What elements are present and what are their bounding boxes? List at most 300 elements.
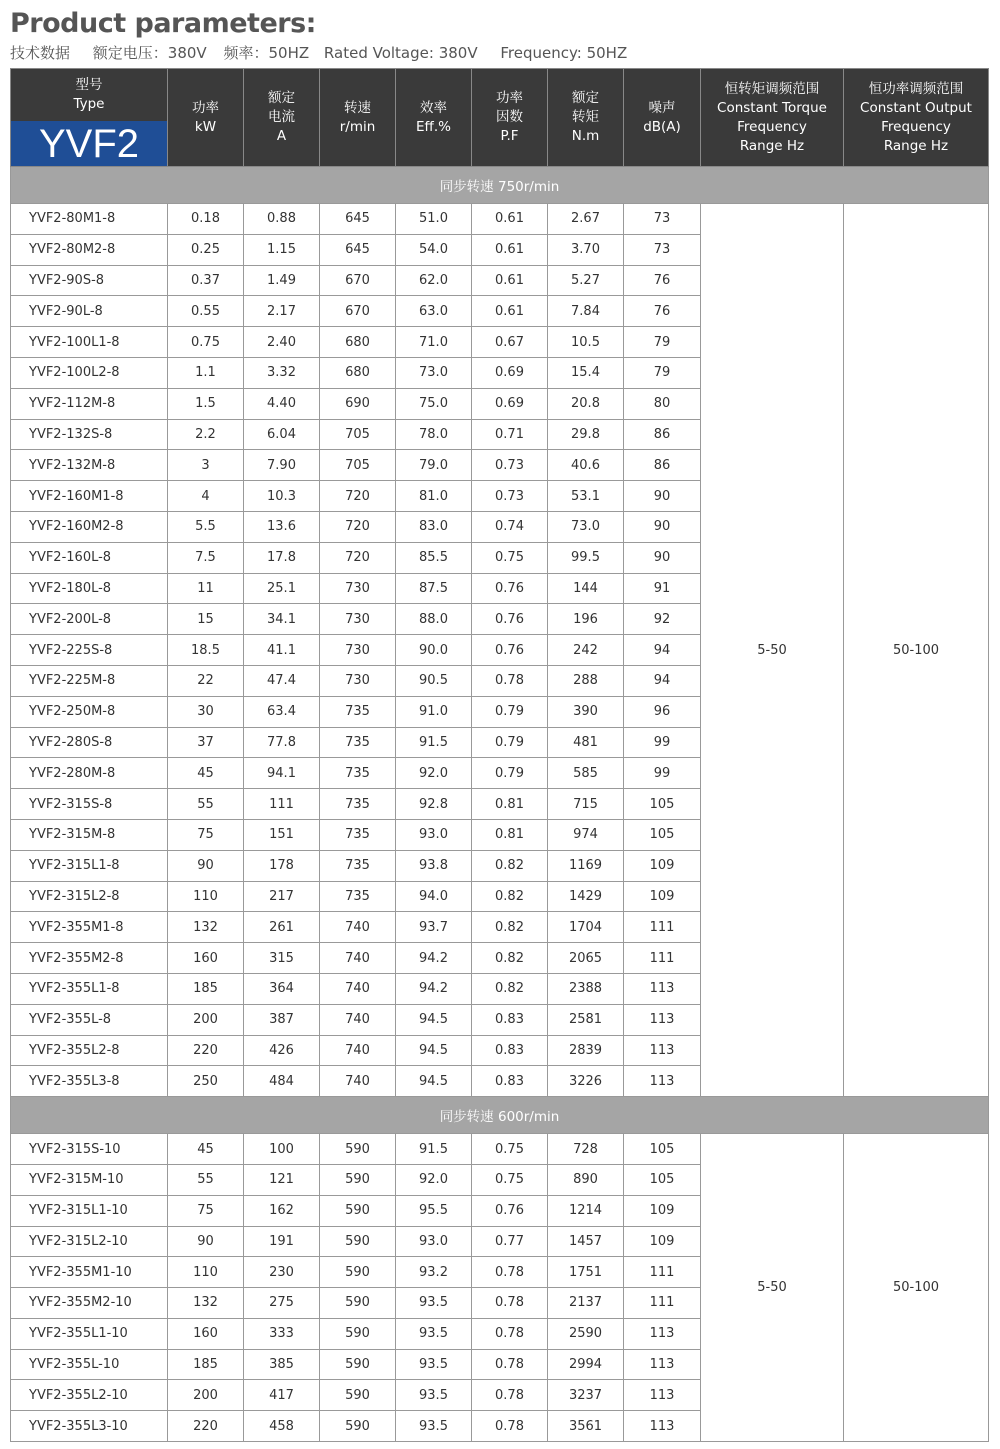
- cell-power-factor: 0.61: [472, 296, 548, 327]
- cell-speed: 590: [320, 1380, 396, 1411]
- cell-power: 110: [168, 1257, 244, 1288]
- header-current-cn1: 额定: [268, 90, 295, 106]
- table-header-row: [11, 69, 989, 167]
- header-pf-cn2: 因数: [496, 109, 523, 125]
- cell-noise: 99: [624, 727, 701, 758]
- cell-efficiency: 94.5: [396, 1066, 472, 1097]
- cell-current: 94.1: [244, 758, 320, 789]
- cell-power: 132: [168, 1288, 244, 1319]
- cell-efficiency: 90.5: [396, 665, 472, 696]
- cell-current: 111: [244, 789, 320, 820]
- cell-model: YVF2-132M-8: [11, 450, 168, 481]
- cell-power: 132: [168, 912, 244, 943]
- cell-power: 110: [168, 881, 244, 912]
- cell-noise: 86: [624, 419, 701, 450]
- cell-noise: 99: [624, 758, 701, 789]
- header-type-en: Type: [73, 96, 105, 112]
- cell-speed: 590: [320, 1349, 396, 1380]
- cell-speed: 740: [320, 1035, 396, 1066]
- cell-efficiency: 62.0: [396, 265, 472, 296]
- cell-model: YVF2-355L1-8: [11, 973, 168, 1004]
- header-torque-range-cn: 恒转矩调频范围: [724, 80, 820, 97]
- cell-speed: 590: [320, 1411, 396, 1442]
- cell-current: 315: [244, 943, 320, 974]
- cell-current: 2.17: [244, 296, 320, 327]
- cell-power-factor: 0.67: [472, 327, 548, 358]
- cell-efficiency: 93.5: [396, 1288, 472, 1319]
- section-header-row: [11, 1097, 989, 1134]
- cell-speed: 705: [320, 450, 396, 481]
- cell-noise: 90: [624, 511, 701, 542]
- header-torque: [548, 69, 624, 167]
- subtitle-tech: 技术数据: [10, 44, 71, 62]
- cell-power: 1.1: [168, 357, 244, 388]
- cell-speed: 645: [320, 234, 396, 265]
- cell-speed: 680: [320, 357, 396, 388]
- cell-efficiency: 91.5: [396, 1134, 472, 1165]
- cell-current: 7.90: [244, 450, 320, 481]
- cell-power-factor: 0.82: [472, 850, 548, 881]
- section-label: 同步转速 600r/min: [11, 1097, 989, 1134]
- cell-current: 13.6: [244, 511, 320, 542]
- cell-noise: 111: [624, 943, 701, 974]
- cell-power: 220: [168, 1035, 244, 1066]
- cell-power-factor: 0.78: [472, 1380, 548, 1411]
- cell-power-factor: 0.73: [472, 481, 548, 512]
- cell-power-factor: 0.82: [472, 943, 548, 974]
- cell-torque: 5.27: [548, 265, 624, 296]
- subtitle-voltage-cn: 额定电压：380V: [92, 44, 207, 62]
- cell-model: YVF2-355L2-8: [11, 1035, 168, 1066]
- cell-power-factor: 0.61: [472, 234, 548, 265]
- cell-power: 0.25: [168, 234, 244, 265]
- cell-torque: 144: [548, 573, 624, 604]
- cell-noise: 105: [624, 819, 701, 850]
- cell-efficiency: 90.0: [396, 635, 472, 666]
- cell-noise: 113: [624, 1035, 701, 1066]
- cell-power: 75: [168, 819, 244, 850]
- header-noise-cn: 噪声: [648, 99, 676, 116]
- parameters-table: [10, 68, 989, 1442]
- cell-efficiency: 94.2: [396, 943, 472, 974]
- cell-torque: 2590: [548, 1318, 624, 1349]
- cell-torque: 2994: [548, 1349, 624, 1380]
- header-pf-unit: P.F: [500, 128, 519, 144]
- cell-speed: 730: [320, 635, 396, 666]
- cell-model: YVF2-355M2-10: [11, 1288, 168, 1319]
- cell-torque-range: 5-50: [701, 204, 844, 1097]
- header-speed-cn: 转速: [344, 99, 371, 116]
- cell-noise: 113: [624, 1380, 701, 1411]
- cell-noise: 79: [624, 357, 701, 388]
- cell-model: YVF2-80M2-8: [11, 234, 168, 265]
- cell-noise: 113: [624, 1318, 701, 1349]
- header-efficiency: [396, 69, 472, 167]
- cell-power: 22: [168, 665, 244, 696]
- cell-power-factor: 0.82: [472, 912, 548, 943]
- cell-efficiency: 94.2: [396, 973, 472, 1004]
- cell-speed: 735: [320, 696, 396, 727]
- cell-model: YVF2-90L-8: [11, 296, 168, 327]
- cell-model: YVF2-315L1-10: [11, 1195, 168, 1226]
- cell-efficiency: 87.5: [396, 573, 472, 604]
- page-title: Product parameters:: [10, 8, 316, 39]
- cell-current: 385: [244, 1349, 320, 1380]
- cell-noise: 111: [624, 1288, 701, 1319]
- header-torque-cn2: 转矩: [572, 109, 599, 125]
- cell-power-factor: 0.78: [472, 1318, 548, 1349]
- cell-speed: 730: [320, 604, 396, 635]
- cell-power-factor: 0.71: [472, 419, 548, 450]
- cell-current: 1.49: [244, 265, 320, 296]
- cell-model: YVF2-315L1-8: [11, 850, 168, 881]
- header-power-unit: kW: [194, 118, 217, 135]
- cell-power: 200: [168, 1004, 244, 1035]
- cell-speed: 735: [320, 789, 396, 820]
- cell-torque: 40.6: [548, 450, 624, 481]
- table-body: [11, 167, 989, 1442]
- cell-current: 387: [244, 1004, 320, 1035]
- cell-model: YVF2-80M1-8: [11, 204, 168, 235]
- cell-torque: 2137: [548, 1288, 624, 1319]
- cell-speed: 705: [320, 419, 396, 450]
- cell-power: 5.5: [168, 511, 244, 542]
- cell-torque: 288: [548, 665, 624, 696]
- header-output-range-en2: Frequency: [881, 118, 951, 135]
- cell-power: 220: [168, 1411, 244, 1442]
- cell-torque: 585: [548, 758, 624, 789]
- cell-power: 1.5: [168, 388, 244, 419]
- cell-torque: 53.1: [548, 481, 624, 512]
- cell-power-factor: 0.83: [472, 1066, 548, 1097]
- cell-power: 18.5: [168, 635, 244, 666]
- cell-torque: 196: [548, 604, 624, 635]
- cell-current: 261: [244, 912, 320, 943]
- cell-model: YVF2-160M2-8: [11, 511, 168, 542]
- header-power: [168, 69, 244, 167]
- cell-efficiency: 93.5: [396, 1318, 472, 1349]
- cell-noise: 109: [624, 1226, 701, 1257]
- cell-efficiency: 94.0: [396, 881, 472, 912]
- cell-model: YVF2-355L3-8: [11, 1066, 168, 1097]
- cell-speed: 720: [320, 481, 396, 512]
- cell-noise: 109: [624, 1195, 701, 1226]
- cell-torque: 1429: [548, 881, 624, 912]
- cell-power-factor: 0.75: [472, 542, 548, 573]
- cell-noise: 105: [624, 789, 701, 820]
- cell-torque: 3237: [548, 1380, 624, 1411]
- cell-speed: 740: [320, 912, 396, 943]
- cell-noise: 113: [624, 973, 701, 1004]
- cell-current: 3.32: [244, 357, 320, 388]
- cell-power: 0.18: [168, 204, 244, 235]
- cell-power: 55: [168, 1164, 244, 1195]
- header-torque-range-en3: Range Hz: [739, 137, 805, 154]
- subtitle-voltage-en: Rated Voltage: 380V: [323, 44, 478, 62]
- cell-model: YVF2-160M1-8: [11, 481, 168, 512]
- cell-power-factor: 0.79: [472, 696, 548, 727]
- cell-noise: 111: [624, 912, 701, 943]
- cell-speed: 680: [320, 327, 396, 358]
- cell-speed: 590: [320, 1134, 396, 1165]
- cell-power: 7.5: [168, 542, 244, 573]
- cell-power: 30: [168, 696, 244, 727]
- cell-model: YVF2-355L-10: [11, 1349, 168, 1380]
- cell-power: 2.2: [168, 419, 244, 450]
- cell-power: 160: [168, 943, 244, 974]
- header-current-cn2: 电流: [268, 109, 295, 125]
- cell-model: YVF2-132S-8: [11, 419, 168, 450]
- cell-efficiency: 95.5: [396, 1195, 472, 1226]
- cell-model: YVF2-100L1-8: [11, 327, 168, 358]
- cell-torque: 20.8: [548, 388, 624, 419]
- cell-current: 4.40: [244, 388, 320, 419]
- cell-power-factor: 0.82: [472, 973, 548, 1004]
- header-noise-unit: dB(A): [643, 118, 681, 135]
- cell-torque: 890: [548, 1164, 624, 1195]
- cell-power: 3: [168, 450, 244, 481]
- cell-noise: 76: [624, 265, 701, 296]
- cell-torque: 1214: [548, 1195, 624, 1226]
- cell-current: 484: [244, 1066, 320, 1097]
- cell-model: YVF2-225M-8: [11, 665, 168, 696]
- cell-power-factor: 0.77: [472, 1226, 548, 1257]
- cell-current: 41.1: [244, 635, 320, 666]
- cell-power: 0.75: [168, 327, 244, 358]
- table-row: [11, 204, 989, 235]
- cell-torque: 3226: [548, 1066, 624, 1097]
- cell-efficiency: 93.7: [396, 912, 472, 943]
- cell-power: 90: [168, 850, 244, 881]
- cell-torque: 29.8: [548, 419, 624, 450]
- cell-efficiency: 81.0: [396, 481, 472, 512]
- cell-efficiency: 93.5: [396, 1380, 472, 1411]
- cell-current: 6.04: [244, 419, 320, 450]
- cell-current: 230: [244, 1257, 320, 1288]
- header-torque-range: [701, 69, 844, 167]
- cell-power-factor: 0.76: [472, 573, 548, 604]
- cell-model: YVF2-315M-8: [11, 819, 168, 850]
- cell-torque: 1751: [548, 1257, 624, 1288]
- cell-power-factor: 0.61: [472, 204, 548, 235]
- cell-model: YVF2-355M2-8: [11, 943, 168, 974]
- cell-model: YVF2-160L-8: [11, 542, 168, 573]
- section-label: 同步转速 750r/min: [11, 167, 989, 204]
- cell-torque: 974: [548, 819, 624, 850]
- cell-model: YVF2-250M-8: [11, 696, 168, 727]
- cell-torque: 715: [548, 789, 624, 820]
- cell-current: 191: [244, 1226, 320, 1257]
- cell-torque: 99.5: [548, 542, 624, 573]
- cell-noise: 113: [624, 1411, 701, 1442]
- cell-torque: 481: [548, 727, 624, 758]
- cell-current: 17.8: [244, 542, 320, 573]
- type-badge: YVF2: [11, 121, 167, 166]
- table-row: [11, 1134, 989, 1165]
- cell-model: YVF2-280S-8: [11, 727, 168, 758]
- cell-power-factor: 0.79: [472, 758, 548, 789]
- header-current-unit: A: [276, 128, 287, 144]
- cell-torque: 7.84: [548, 296, 624, 327]
- cell-power: 160: [168, 1318, 244, 1349]
- cell-current: 162: [244, 1195, 320, 1226]
- cell-noise: 96: [624, 696, 701, 727]
- cell-efficiency: 93.2: [396, 1257, 472, 1288]
- cell-current: 178: [244, 850, 320, 881]
- cell-noise: 94: [624, 665, 701, 696]
- cell-power: 0.55: [168, 296, 244, 327]
- cell-noise: 113: [624, 1349, 701, 1380]
- cell-torque: 2065: [548, 943, 624, 974]
- cell-efficiency: 92.0: [396, 758, 472, 789]
- cell-power: 15: [168, 604, 244, 635]
- cell-model: YVF2-315S-10: [11, 1134, 168, 1165]
- cell-noise: 73: [624, 204, 701, 235]
- cell-current: 25.1: [244, 573, 320, 604]
- cell-speed: 590: [320, 1257, 396, 1288]
- cell-torque: 2839: [548, 1035, 624, 1066]
- cell-power: 200: [168, 1380, 244, 1411]
- header-type: [11, 69, 168, 167]
- cell-power-factor: 0.61: [472, 265, 548, 296]
- header-torque-range-en1: Constant Torque: [717, 99, 827, 116]
- cell-model: YVF2-355L1-10: [11, 1318, 168, 1349]
- cell-model: YVF2-355L-8: [11, 1004, 168, 1035]
- cell-power-factor: 0.83: [472, 1035, 548, 1066]
- cell-speed: 670: [320, 296, 396, 327]
- cell-power-factor: 0.78: [472, 1349, 548, 1380]
- cell-output-range: 50-100: [844, 204, 989, 1097]
- cell-efficiency: 63.0: [396, 296, 472, 327]
- cell-power-factor: 0.78: [472, 665, 548, 696]
- cell-power-factor: 0.75: [472, 1134, 548, 1165]
- cell-current: 77.8: [244, 727, 320, 758]
- cell-noise: 109: [624, 881, 701, 912]
- header-torque-range-en2: Frequency: [737, 118, 807, 135]
- cell-torque: 73.0: [548, 511, 624, 542]
- cell-model: YVF2-315S-8: [11, 789, 168, 820]
- cell-model: YVF2-200L-8: [11, 604, 168, 635]
- cell-power-factor: 0.81: [472, 789, 548, 820]
- cell-speed: 670: [320, 265, 396, 296]
- cell-speed: 720: [320, 511, 396, 542]
- cell-power: 185: [168, 1349, 244, 1380]
- cell-torque: 2581: [548, 1004, 624, 1035]
- cell-noise: 92: [624, 604, 701, 635]
- cell-noise: 76: [624, 296, 701, 327]
- cell-efficiency: 94.5: [396, 1035, 472, 1066]
- cell-efficiency: 93.0: [396, 1226, 472, 1257]
- header-output-range-en1: Constant Output: [860, 99, 972, 116]
- cell-power-factor: 0.74: [472, 511, 548, 542]
- cell-efficiency: 91.0: [396, 696, 472, 727]
- cell-speed: 590: [320, 1318, 396, 1349]
- cell-noise: 113: [624, 1004, 701, 1035]
- cell-noise: 105: [624, 1164, 701, 1195]
- cell-noise: 94: [624, 635, 701, 666]
- cell-current: 2.40: [244, 327, 320, 358]
- cell-model: YVF2-315L2-8: [11, 881, 168, 912]
- cell-efficiency: 79.0: [396, 450, 472, 481]
- cell-current: 63.4: [244, 696, 320, 727]
- cell-current: 217: [244, 881, 320, 912]
- header-pf-cn1: 功率: [496, 90, 523, 106]
- header-output-range-cn: 恒功率调频范围: [868, 80, 964, 97]
- cell-current: 364: [244, 973, 320, 1004]
- cell-power: 90: [168, 1226, 244, 1257]
- cell-power-factor: 0.81: [472, 819, 548, 850]
- cell-model: YVF2-355M1-10: [11, 1257, 168, 1288]
- cell-current: 10.3: [244, 481, 320, 512]
- cell-torque: 2.67: [548, 204, 624, 235]
- cell-speed: 740: [320, 1004, 396, 1035]
- header-power-cn: 功率: [192, 99, 219, 116]
- cell-speed: 690: [320, 388, 396, 419]
- cell-efficiency: 93.0: [396, 819, 472, 850]
- page-subtitle: [10, 42, 645, 63]
- cell-power-factor: 0.78: [472, 1257, 548, 1288]
- cell-noise: 111: [624, 1257, 701, 1288]
- cell-efficiency: 73.0: [396, 357, 472, 388]
- cell-speed: 590: [320, 1164, 396, 1195]
- cell-power-factor: 0.83: [472, 1004, 548, 1035]
- cell-noise: 86: [624, 450, 701, 481]
- cell-speed: 730: [320, 573, 396, 604]
- cell-power-factor: 0.82: [472, 881, 548, 912]
- cell-torque: 242: [548, 635, 624, 666]
- cell-speed: 735: [320, 727, 396, 758]
- cell-efficiency: 83.0: [396, 511, 472, 542]
- cell-power-factor: 0.78: [472, 1288, 548, 1319]
- cell-torque: 728: [548, 1134, 624, 1165]
- cell-power-factor: 0.78: [472, 1411, 548, 1442]
- cell-speed: 735: [320, 819, 396, 850]
- cell-efficiency: 78.0: [396, 419, 472, 450]
- cell-noise: 90: [624, 481, 701, 512]
- cell-efficiency: 51.0: [396, 204, 472, 235]
- cell-power: 11: [168, 573, 244, 604]
- cell-speed: 645: [320, 204, 396, 235]
- cell-speed: 740: [320, 973, 396, 1004]
- cell-power-factor: 0.69: [472, 388, 548, 419]
- cell-torque: 3561: [548, 1411, 624, 1442]
- section-header-row: [11, 167, 989, 204]
- cell-noise: 90: [624, 542, 701, 573]
- cell-speed: 740: [320, 943, 396, 974]
- cell-torque: 10.5: [548, 327, 624, 358]
- cell-power: 4: [168, 481, 244, 512]
- subtitle-frequency-cn: 频率：50HZ: [223, 44, 310, 62]
- cell-noise: 79: [624, 327, 701, 358]
- cell-noise: 73: [624, 234, 701, 265]
- cell-efficiency: 88.0: [396, 604, 472, 635]
- header-efficiency-unit: Eff.%: [416, 118, 451, 135]
- cell-speed: 590: [320, 1195, 396, 1226]
- cell-efficiency: 92.8: [396, 789, 472, 820]
- cell-power-factor: 0.76: [472, 604, 548, 635]
- cell-current: 34.1: [244, 604, 320, 635]
- cell-power: 37: [168, 727, 244, 758]
- header-efficiency-cn: 效率: [420, 99, 447, 116]
- cell-current: 426: [244, 1035, 320, 1066]
- cell-model: YVF2-225S-8: [11, 635, 168, 666]
- cell-power-factor: 0.75: [472, 1164, 548, 1195]
- cell-model: YVF2-355L2-10: [11, 1380, 168, 1411]
- header-speed-unit: r/min: [339, 118, 376, 135]
- cell-model: YVF2-280M-8: [11, 758, 168, 789]
- cell-current: 0.88: [244, 204, 320, 235]
- cell-power: 75: [168, 1195, 244, 1226]
